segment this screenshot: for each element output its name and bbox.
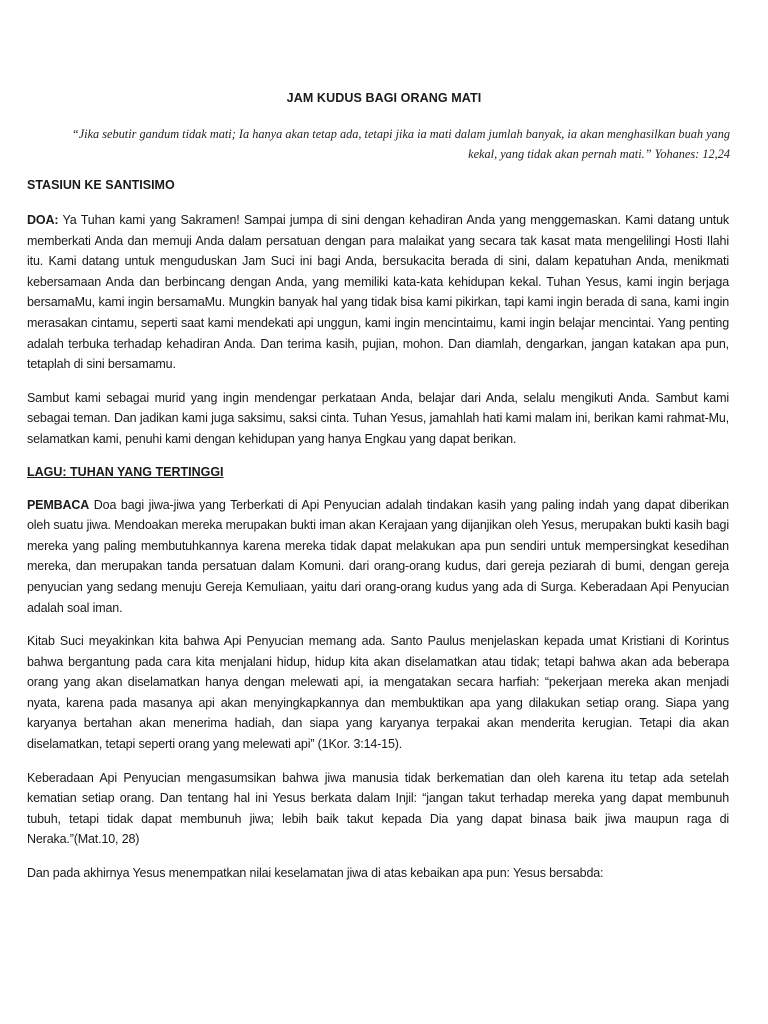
heading-station: STASIUN KE SANTISIMO xyxy=(27,178,175,192)
pembaca-text: Doa bagi jiwa-jiwa yang Terberkati di Api Penyucian adalah tindakan kasih yang paling indah yang dapat diberikan oleh suatu jiwa. Mendoakan mereka merupakan bukti iman akan Kerajaan yang dijanjikan oleh Yesus, merupakan bukti kasih bagi mereka yang paling membutuhkannya karena mereka tidak dapat melakukan apa pun sendiri untuk mempersingkat kesedihan mereka, dan merupakan tanda persatuan dalam Komuni. dari orang-orang kudus, dari gereja peziarah di bumi, dengan gereja penyucian yang sedang menuju Gereja Kemuliaan, yaitu dari orang-orang kudus yang ada di Surga. Keberadaan Api Penyucian adalah soal iman. xyxy=(27,497,729,615)
paragraph-sambut: Sambut kami sebagai murid yang ingin mendengar perkataan Anda, belajar dari Anda, selalu mengikuti Anda. Sambut kami sebagai teman. Dan jadikan kami juga saksimu, saksi cinta. Tuhan Yesus, jamahlah hati kami malam ini, berikan kami rahmat-Mu, selamatkan kami, penuhi kami dengan kehidupan yang hanya Engkau yang dapat berikan. xyxy=(27,390,729,446)
paragraph-kitab-suci: Kitab Suci meyakinkan kita bahwa Api Penyucian memang ada. Santo Paulus menjelaskan kepada umat Kristiani di Korintus bahwa bergantung pada cara kita menjalani hidup, hidup kita akan diselamatkan atau tidak; tetapi bahwa akan ada beberapa orang yang akan diselamatkan hanya dengan melewati api, ia mengatakan secara harfiah: “pekerjaan mereka akan menjadi nyata, karena pada masanya api akan menyingkapkannya dan membuktikan apa yang dilakukan setiap orang. Siapa yang karyanya bertahan akan menerima hadiah, dan siapa yang karyanya terpakai akan menderita kerugian. Tetapi dia akan diselamatkan, tetapi seperti orang yang melewati api” (1Kor. 3:14-15). xyxy=(27,634,729,752)
document-title: JAM KUDUS BAGI ORANG MATI xyxy=(286,91,482,105)
paragraph-doa xyxy=(27,210,729,375)
paragraph-pembaca xyxy=(27,495,729,619)
paragraph-akhir: Dan pada akhirnya Yesus menempatkan nilai keselamatan jiwa di atas kebaikan apa pun: Yesus bersabda: xyxy=(27,866,604,881)
doa-label: DOA: xyxy=(27,213,59,227)
paragraph-keberadaan: Keberadaan Api Penyucian mengasumsikan bahwa jiwa manusia tidak berkematian dan oleh karena itu tetap ada setelah kematian setiap orang. Dan tentang hal ini Yesus berkata dalam Injil: “jangan takut terhadap mereka yang dapat membunuh tubuh, tetapi tidak dapat membunuh jiwa; lebih baik takut kepada Dia yang dapat binasa baik jiwa maupun raga di Neraka.”(Mat.10, 28) xyxy=(27,770,729,847)
pembaca-label: PEMBACA xyxy=(27,497,90,512)
heading-song: LAGU: TUHAN YANG TERTINGGI xyxy=(27,464,224,479)
epigraph-quote: “Jika sebutir gandum tidak mati; Ia hanya akan tetap ada, tetapi jika ia mati dalam jumlah banyak, ia akan menghasilkan buah yang kekal, yang tidak akan pernah mati.” Yohanes: 12,24 xyxy=(71,127,730,161)
document-body xyxy=(27,176,729,897)
doa-text: Ya Tuhan kami yang Sakramen! Sampai jumpa di sini dengan kehadiran Anda yang menggemaskan. Kami datang untuk memberkati Anda dan memuji Anda dalam persatuan dengan para malaikat yang secara tak kasat mata mengelilingi Hosti Ilahi itu. Kami datang untuk menguduskan Jam Suci ini bagi Anda, bersukacita berada di sini, dalam kepatuhan Anda, menikmati kebersamaan Anda dan berbincang dengan Anda, yang memiliki kata-kata kehidupan kekal. Tuhan Yesus, kami ingin berjaga bersamaMu, kami ingin bersamaMu. Mungkin banyak hal yang tidak bisa kami pikirkan, tapi kami ingin berada di sana, kami ingin merasakan cintamu, seperti saat kami mendekati api unggun, kami ingin mencintaimu, kami ingin belajar mencintai. Yang penting adalah terbuka terhadap kehadiran Anda. Dan terima kasih, pujian, mohon. Dan diamlah, dengarkan, jangan katakan apa pun, tetaplah di sini bersamamu. xyxy=(27,213,729,372)
